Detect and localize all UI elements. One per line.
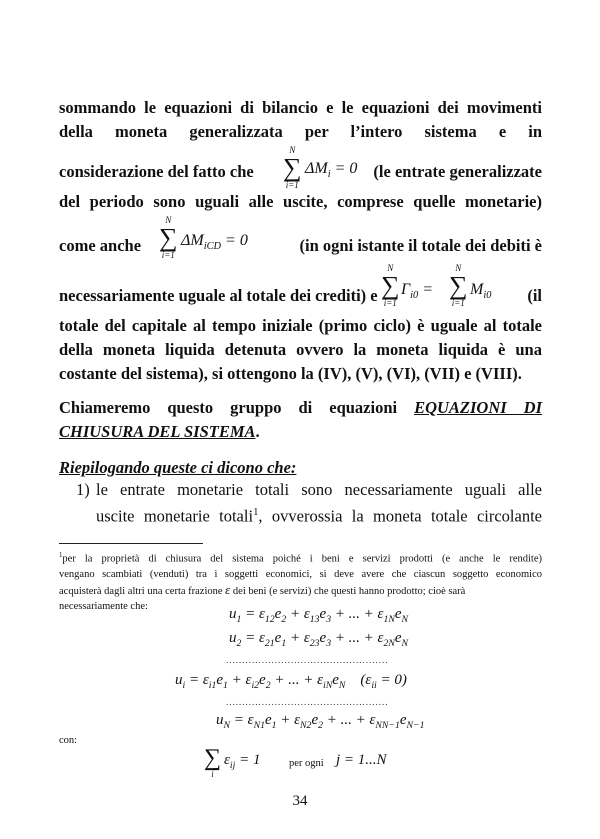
equation-ui: $u_i = \varepsilon_{i1}e_1 + \varepsilon_{i2}e_2$ + ... + $\varepsilon_{iN}e_N$ $(\varepsilon_{ii} = 0)$: [175, 672, 407, 691]
text-fragment: (le entrate generalizzate: [373, 162, 542, 181]
formula-delta-MiCD: $\Delta M_{iCD} = 0$: [181, 232, 248, 253]
summation-gamma-formula: N ∑ i=1: [381, 263, 400, 308]
equation-uN: $u_N = \varepsilon_{N1}e_1 + \varepsilon_{N2}e_2$ + ... + $\varepsilon_{NN-1}e_{N-1}$: [216, 712, 425, 731]
text-line: della moneta generalizzata per l’intero sistema e in: [59, 122, 542, 141]
text-line: totale del capitale al tempo iniziale (primo ciclo) è uguale al totale: [59, 316, 542, 335]
text-fragment: (in ogni istante il totale dei debiti è: [299, 236, 542, 255]
paragraph-3-heading: [59, 456, 542, 480]
text-line: vengano scambiati (venduti) tra i soggetti economici, si deve avere che ciascun soggetto economico: [59, 568, 542, 580]
footnote: [59, 548, 542, 614]
text-fragment: .: [255, 422, 260, 441]
text-fragment: come anche: [59, 236, 142, 255]
footnote-con-label: con:: [59, 735, 78, 746]
footnote-reference[interactable]: 1: [253, 506, 259, 518]
summation-epsilon-formula: ∑ i: [204, 745, 222, 779]
summation-M0-formula: N ∑ i=1: [449, 263, 468, 308]
text-fragment: uscite monetarie totali: [96, 506, 254, 526]
emphasis-text: CHIUSURA DEL SISTEMA: [59, 422, 256, 441]
summation-delta-M-formula: N ∑ i=1: [283, 145, 302, 190]
list-item-number: 1): [76, 480, 90, 499]
formula-gamma: $\Gamma_{i0}$ =: [401, 281, 433, 302]
text-line: [59, 396, 542, 420]
ellipsis-row: ..................................................: [226, 655, 389, 665]
equation-u1: $u_1 = \varepsilon_{12}e_2 + \varepsilon_{13}e_3$ + ... + $\varepsilon_{1N}e_N$: [229, 606, 409, 625]
paragraph-1-end: [59, 314, 542, 386]
formula-delta-M: $\Delta M_i = 0$: [305, 160, 358, 181]
emphasis-text: EQUAZIONI DI: [414, 398, 543, 417]
text-line: del periodo sono uguali alle uscite, comprese quelle monetarie): [59, 192, 542, 211]
equation-j-range: j = 1...N: [336, 752, 387, 768]
section-heading: Riepilogando queste ci dicono che:: [59, 458, 297, 477]
footnote-divider: [59, 543, 203, 544]
text-line: sommando le equazioni di bilancio e le equazioni dei movimenti: [59, 98, 542, 117]
text-line: [59, 548, 542, 567]
ellipsis-row: ..................................................: [226, 697, 389, 707]
summation-delta-MiCD-formula: N ∑ i=1: [159, 215, 178, 260]
text-line: necessariamente che:: [59, 600, 148, 612]
text-line: della moneta liquida detenuta ovvero la moneta liquida è una: [59, 340, 542, 359]
text-line: [96, 501, 542, 528]
text-fragment: (il: [527, 286, 542, 305]
paragraph-1-line-6: [59, 264, 542, 314]
text-fragment: considerazione del fatto che: [59, 162, 254, 181]
list-item: [96, 479, 542, 528]
page-number: 34: [292, 793, 308, 809]
equation-u2: $u_2 = \varepsilon_{21}e_1 + \varepsilon_{23}e_3$ + ... + $\varepsilon_{2N}e_N$: [229, 630, 409, 649]
paragraph-1: [59, 96, 542, 144]
equation-sum-epsilon: $\varepsilon_{ij} = 1$: [224, 752, 261, 771]
text-line: le entrate monetarie totali sono necessariamente uguali alle: [96, 480, 542, 499]
per-ogni-label: per ogni: [289, 758, 324, 769]
formula-M0: $M_{i0}$: [470, 281, 492, 302]
text-fragment: Chiameremo questo gruppo di equazioni: [59, 398, 398, 417]
text-line: costante del sistema), si ottengono la (IV), (V), (VI), (VII) e (VIII).: [59, 364, 522, 383]
paragraph-1-line-5: [59, 216, 542, 266]
text-line: [59, 420, 542, 444]
paragraph-1-line-4: [59, 190, 542, 214]
text-fragment: necessariamente uguale al totale dei crediti) e: [59, 286, 378, 305]
text-fragment: , ovverossia la moneta totale circolante: [258, 506, 542, 526]
paragraph-2: [59, 396, 542, 444]
epsilon-symbol: ε: [225, 581, 231, 597]
text-fragment: per la proprietà di chiusura del sistema poiché i beni e servizi prodotti (e anche le rendite): [62, 553, 542, 565]
text-line: [59, 582, 542, 599]
footnote-marker: 1: [59, 552, 63, 559]
text-fragment: acquisterà dagli altri una certa frazione: [59, 585, 223, 597]
text-fragment: dei beni (e servizi) che questi hanno prodotto; cioè sarà: [232, 585, 466, 597]
